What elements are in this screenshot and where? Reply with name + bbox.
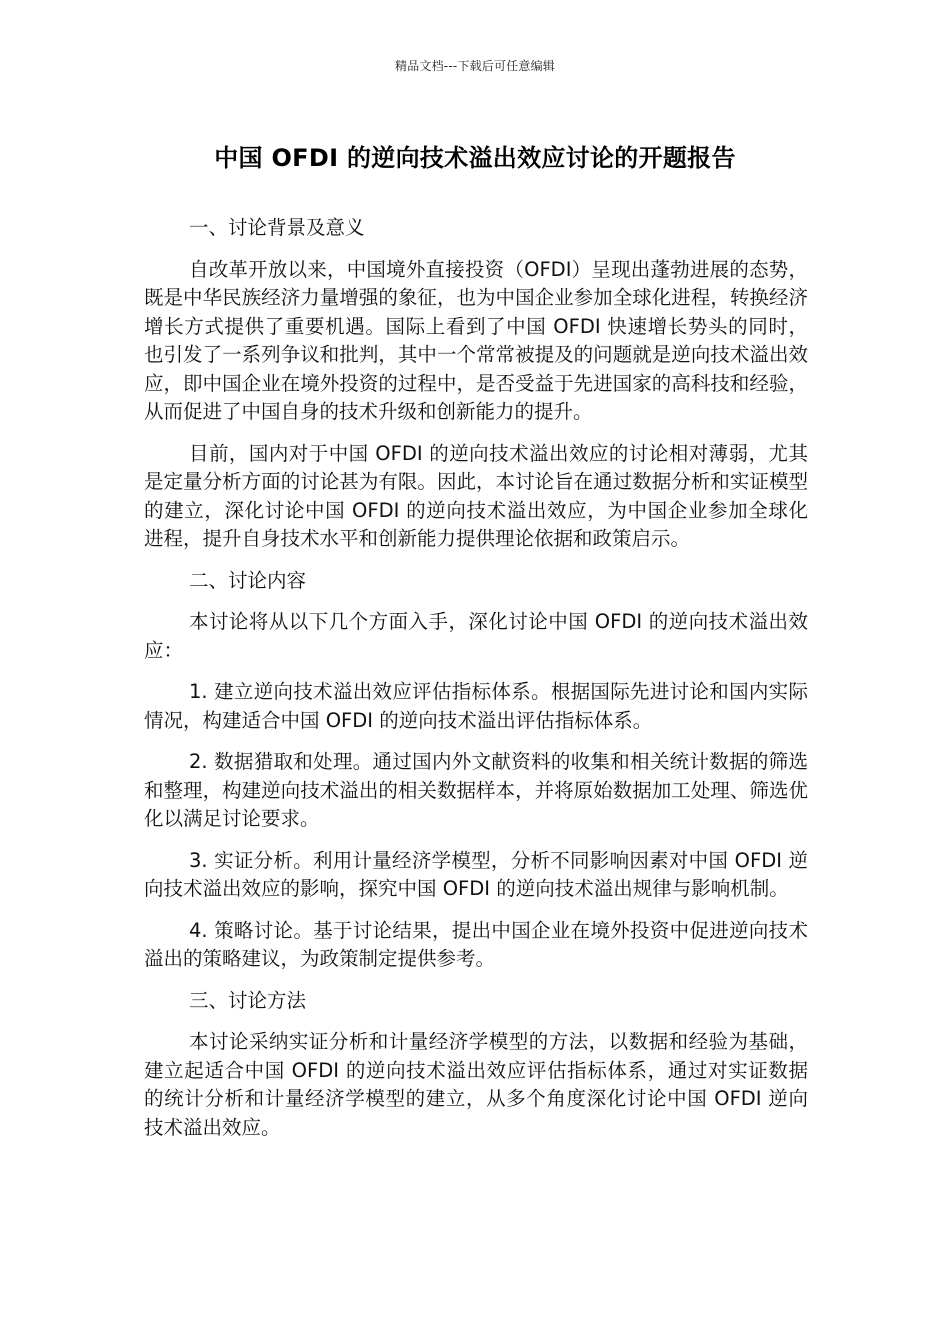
list-item-indicator-system: 1. 建立逆向技术溢出效应评估指标体系。根据国际先进讨论和国内实际情况，构建适合中国 OFDI 的逆向技术溢出评估指标体系。: [144, 680, 808, 732]
section-heading-method: 三、讨论方法: [189, 988, 307, 1012]
paragraph-method: 本讨论采纳实证分析和计量经济学模型的方法，以数据和经验为基础，建立起适合中国 OFDI 的逆向技术溢出效应评估指标体系，通过对实证数据的统计分析和计量经济学模型的建立，从多个角度深化讨论中国 OFDI 逆向技术溢出效应。: [144, 1030, 808, 1139]
paragraph-background-1: 自改革开放以来，中国境外直接投资（OFDI）呈现出蓬勃进展的态势，既是中华民族经济力量增强的象征，也为中国企业参加全球化进程，转换经济增长方式提供了重要机遇。国际上看到了中国 OFDI 快速增长势头的同时，也引发了一系列争议和批判，其中一个常常被提及的问题就是逆向技术溢出效应，即中国企业在境外投资的过程中，是否受益于先进国家的高科技和经验，从而促进了中国自身的技术升级和创新能力的提升。: [144, 257, 808, 423]
list-item-empirical-analysis: 3. 实证分析。利用计量经济学模型，分析不同影响因素对中国 OFDI 逆向技术溢出效应的影响，探究中国 OFDI 的逆向技术溢出规律与影响机制。: [144, 848, 808, 900]
document-body: [144, 214, 808, 1155]
running-header: 精品文档---下载后可任意编辑: [395, 59, 555, 73]
list-item-strategy: 4. 策略讨论。基于讨论结果，提出中国企业在境外投资中促进逆向技术溢出的策略建议，为政策制定提供参考。: [144, 918, 808, 970]
paragraph-background-2: 目前，国内对于中国 OFDI 的逆向技术溢出效应的讨论相对薄弱，尤其是定量分析方面的讨论甚为有限。因此，本讨论旨在通过数据分析和实证模型的建立，深化讨论中国 OFDI 的逆向技术溢出效应，为中国企业参加全球化进程，提升自身技术水平和创新能力提供理论依据和政策启示。: [144, 441, 808, 550]
section-heading-background: 一、讨论背景及意义: [189, 216, 365, 239]
paragraph-content-intro: 本讨论将从以下几个方面入手，深化讨论中国 OFDI 的逆向技术溢出效应：: [144, 610, 808, 662]
section-heading-content: 二、讨论内容: [189, 568, 307, 592]
list-item-data-processing: 2. 数据猎取和处理。通过国内外文献资料的收集和相关统计数据的筛选和整理，构建逆向技术溢出的相关数据样本，并将原始数据加工处理、筛选优化以满足讨论要求。: [144, 750, 808, 830]
document-title: 中国 OFDI 的逆向技术溢出效应讨论的开题报告: [214, 144, 736, 172]
